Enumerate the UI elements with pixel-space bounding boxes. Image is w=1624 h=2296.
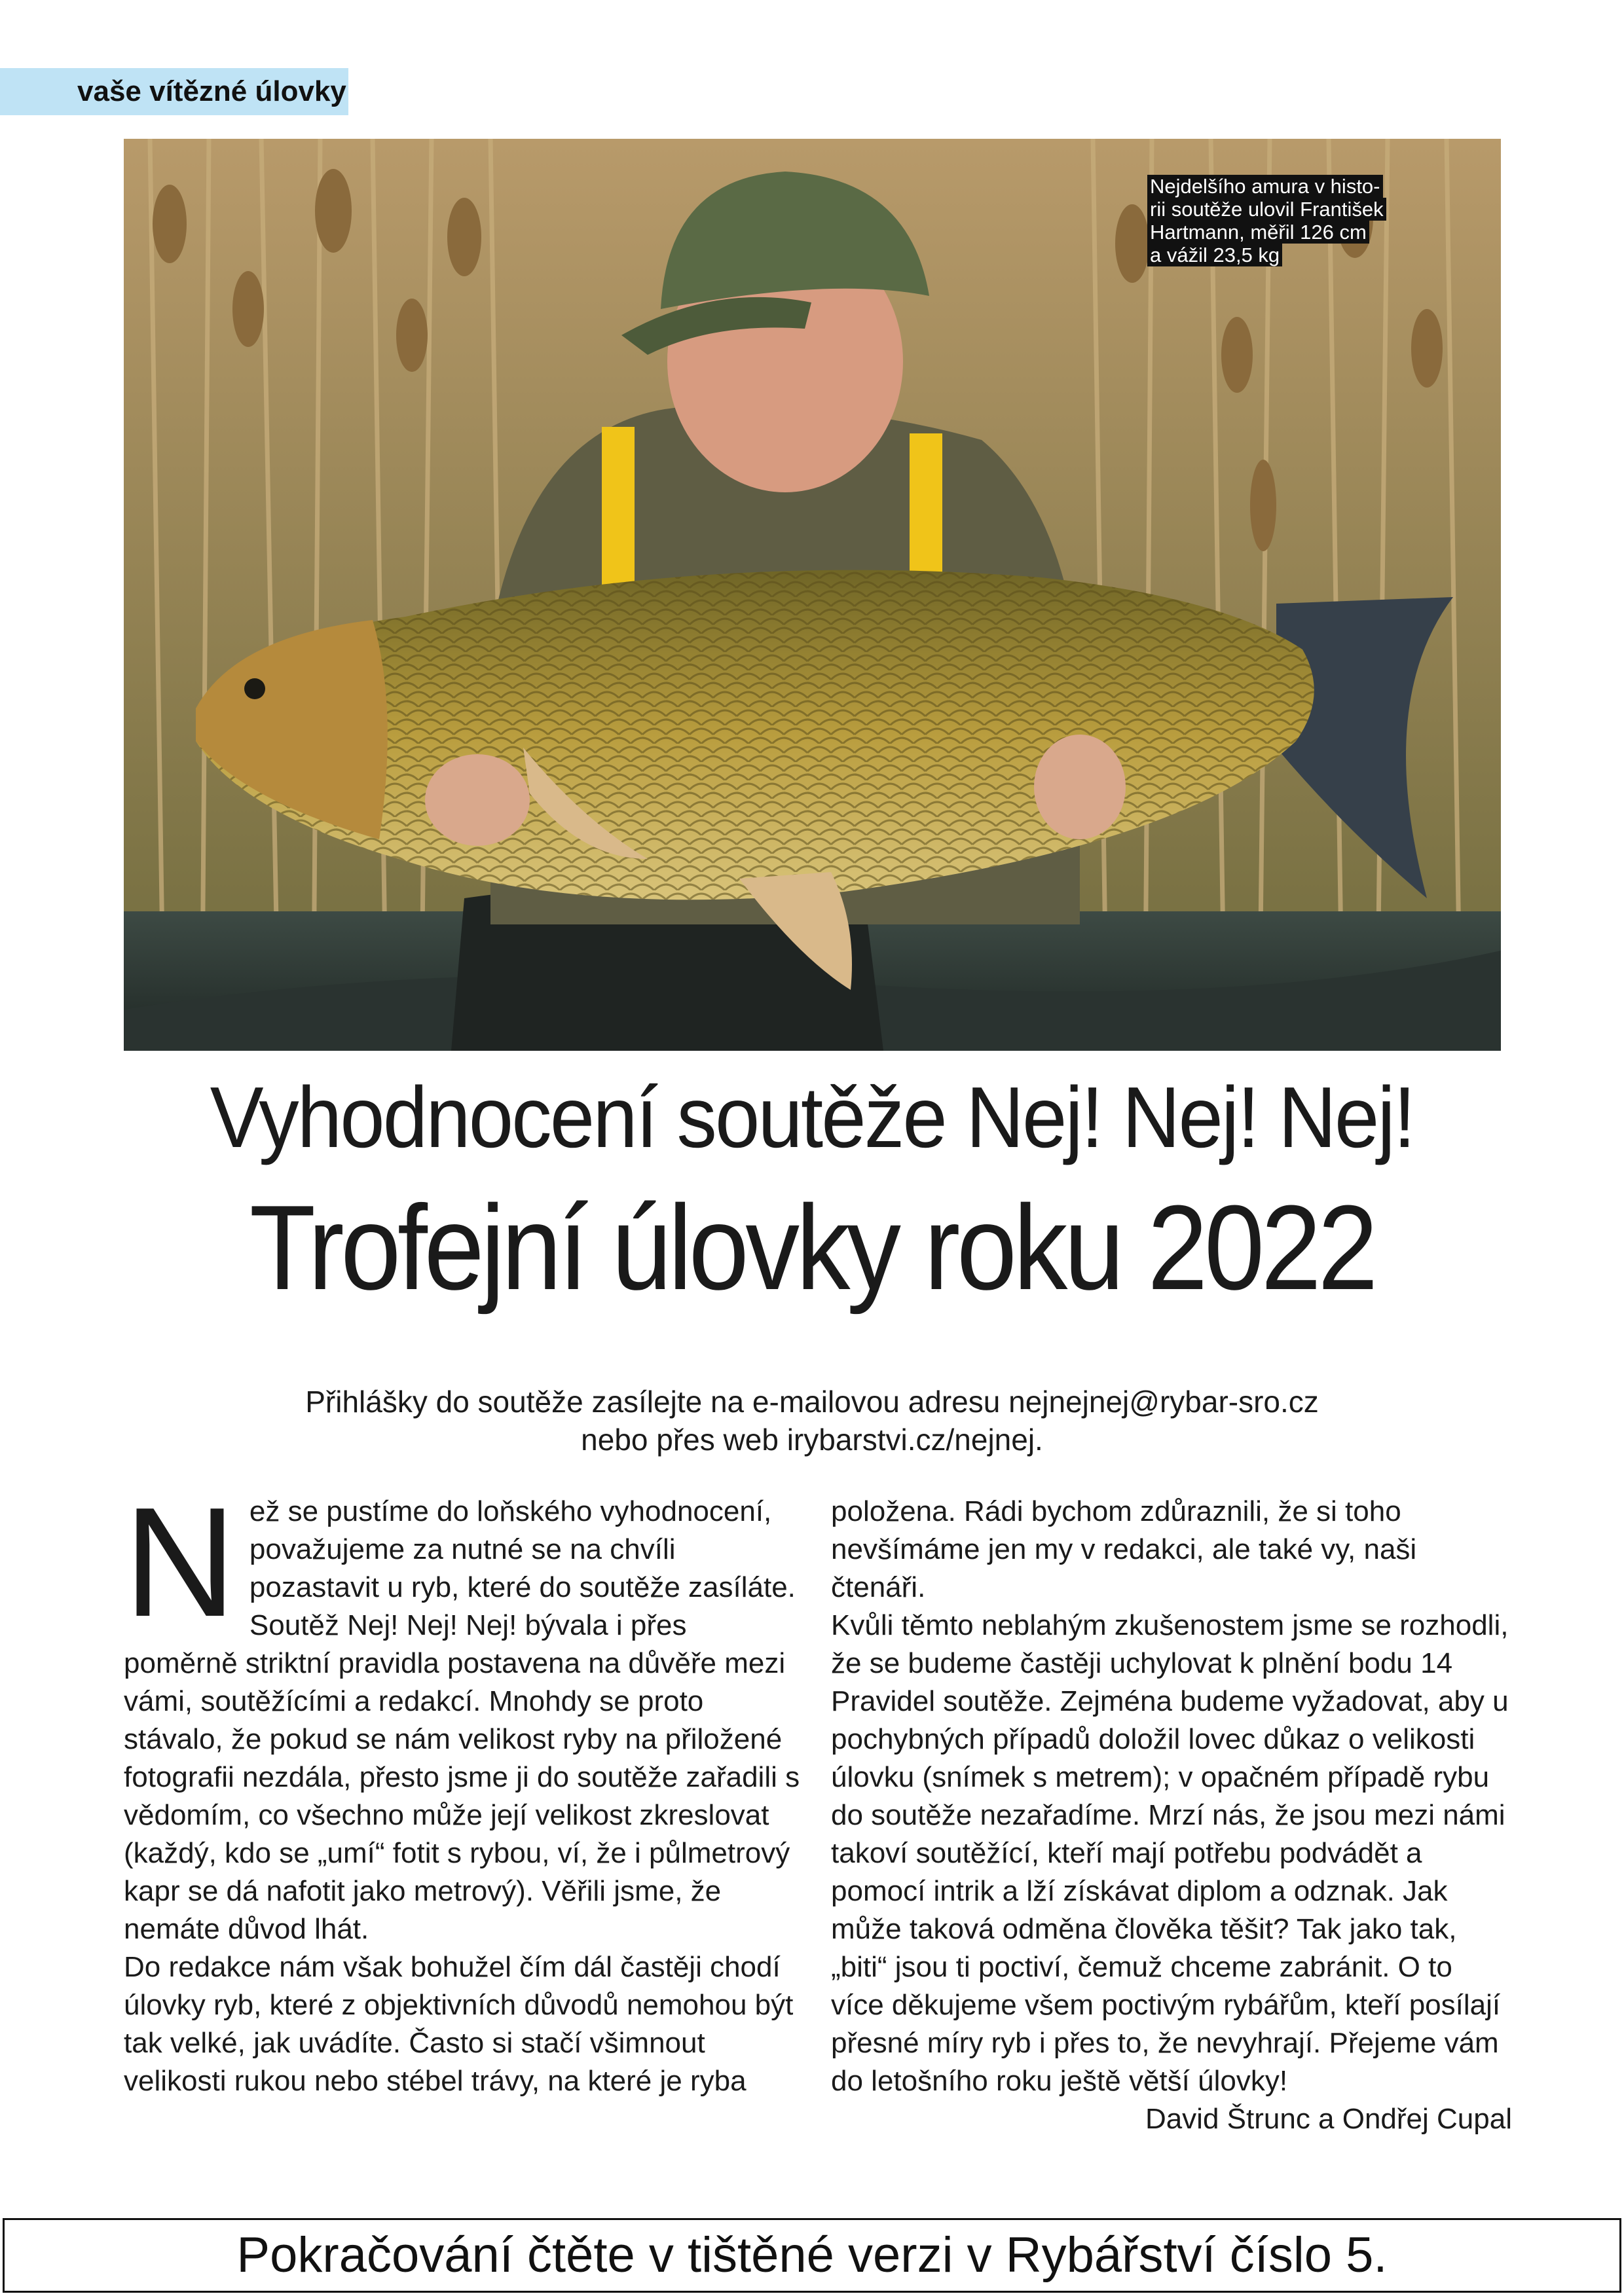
photo-caption	[1147, 175, 1429, 266]
headline-line-1: Vyhodnocení soutěže Nej! Nej! Nej!	[210, 1069, 1414, 1165]
section-label: vaše vítězné úlovky	[0, 68, 348, 115]
article-column-right	[831, 1493, 1512, 2138]
drop-cap: N	[124, 1476, 236, 1649]
article-author: David Štrunc a Ondřej Cupal	[1145, 2103, 1512, 2135]
photo-illustration	[124, 139, 1501, 1051]
submission-line-1: Přihlášky do soutěže zasílejte na e-mailovou adresu nejnejnej@rybar-sro.cz	[305, 1385, 1319, 1419]
photo-caption-line: Nejdelšího amura v histo-	[1147, 175, 1383, 198]
article-column-left	[124, 1476, 805, 2100]
article-paragraph-1: ež se pustíme do loňského vyhodnocení, považujeme za nutné se na chvíli pozastavit u ryb, které do soutěže zasíláte. Soutěž Nej! Nej! Nej! bývala i přes poměrně striktní pravidla postavena na důvěře mezi vámi, soutěžícími a redakcí. Mnohdy se proto stávalo, že pokud se nám velikost ryby na přiložené fotografii nezdála, přesto jsme ji do soutěže zařadili s vědomím, co všechno může její velikost zkreslovat (každý, kdo se „umí“ fotit s rybou, ví, že i půlmetrový kapr se dá nafotit jako metrový). Věřili jsme, že nemáte důvod lhát.	[124, 1495, 800, 1945]
submission-line-2: nebo přes web irybarstvi.cz/nejnej.	[581, 1423, 1043, 1457]
photo-caption-line: Hartmann, měřil 126 cm	[1147, 221, 1369, 244]
cover-photo	[124, 139, 1501, 1051]
photo-caption-line: rii soutěže ulovil František	[1147, 198, 1386, 221]
article-paragraph-2: Do redakce nám však bohužel čím dál častěji chodí úlovky ryb, které z objektivních důvodů nemohou být tak velké, jak uvádíte. Často si stačí všimnout velikosti rukou nebo stébel trávy, na které je ryba	[124, 1951, 794, 2097]
article-paragraph-2-continued: položena. Rádi bychom zdůraznili, že si toho nevšímáme jen my v redakci, ale také vy, naši čtenáři.	[831, 1495, 1417, 1603]
article-paragraph-3: Kvůli těmto neblahým zkušenostem jsme se rozhodli, že se budeme častěji uchylovat k plnění bodu 14 Pravidel soutěže. Zejména budeme vyžadovat, aby u pochybných případů doložil lovec důkaz o velikosti úlovku (snímek s metrem); v opačném případě rybu do soutěže nezařadíme. Mrzí nás, že jsou mezi námi takoví soutěžící, kteří mají potřebu podvádět a pomocí intrik a lží získávat diplom a odznak. Jak může taková odměna člověka těšit? Tak jako tak, „biti“ jsou ti poctiví, čemuž chceme zabránit. O to více děkujeme všem poctivým rybářům, kteří posílají přesné míry ryb i přes to, že nevyhrají. Přejeme vám do letošního roku ještě větší úlovky!	[831, 1609, 1509, 2097]
continuation-note: Pokračování čtěte v tištěné verzi v Rybářství číslo 5.	[3, 2218, 1621, 2293]
headline-line-2: Trofejní úlovky roku 2022	[249, 1180, 1375, 1315]
photo-caption-line: a vážil 23,5 kg	[1147, 244, 1282, 266]
submission-info	[0, 1383, 1624, 1459]
